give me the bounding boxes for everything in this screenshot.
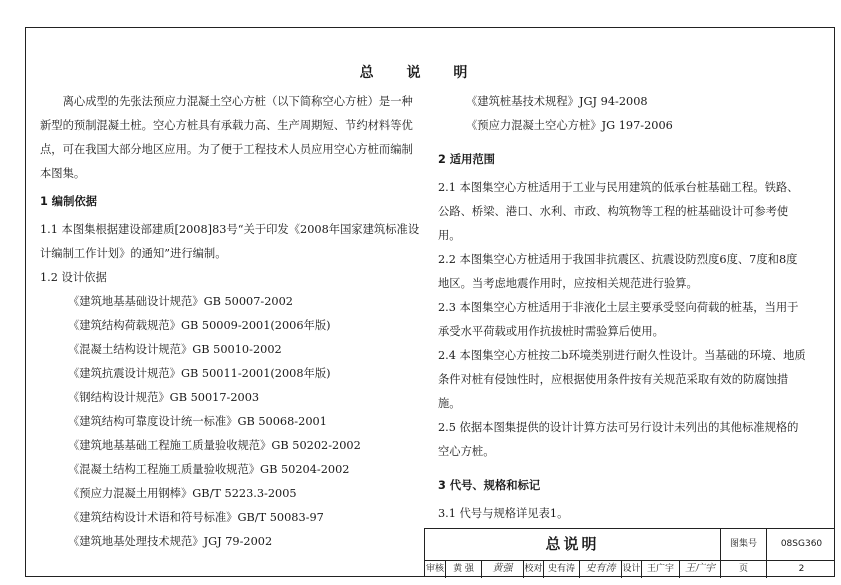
paragraph-3-1: 3.1 代号与规格详见表1。	[438, 507, 569, 520]
review-label: 审核	[425, 564, 444, 574]
designer-signature: 王广宇	[679, 560, 720, 578]
reference-item: 《预应力混凝土空心方桩》JG 197-2006	[466, 119, 673, 132]
paragraph-2-3: 2.3 本图集空心方桩适用于非液化土层主要承受竖向荷载的桩基，当用于承受水平荷载或用作抗拔桩时需验算后使用。	[438, 301, 799, 338]
reviewer-name: 黄 强	[445, 560, 481, 578]
reference-item: 《建筑结构设计术语和符号标准》GB/T 50083-97	[68, 511, 324, 524]
right-column	[438, 90, 806, 526]
paragraph-1-2: 1.2 设计依据	[40, 271, 107, 284]
reference-item: 《混凝土结构工程施工质量验收规范》GB 50204-2002	[68, 463, 350, 476]
section-heading-3: 3 代号、规格和标记	[438, 479, 541, 492]
page-number: 2	[766, 560, 836, 578]
reference-item: 《建筑地基基础工程施工质量验收规范》GB 50202-2002	[68, 439, 361, 452]
reference-item: 《混凝土结构设计规范》GB 50010-2002	[68, 343, 282, 356]
reference-item: 《建筑抗震设计规范》GB 50011-2001(2008年版)	[68, 367, 331, 380]
paragraph-2-5: 2.5 依据本图集提供的设计计算方法可另行设计未列出的其他标准规格的空心方桩。	[438, 421, 799, 458]
page-title: 总 说 明	[359, 65, 482, 81]
reference-item: 《建筑结构可靠度设计统一标准》GB 50068-2001	[68, 415, 327, 428]
check-label: 校对	[523, 560, 543, 578]
atlas-number-label: 图集号	[720, 529, 766, 560]
reviewer-signature: 黄强	[481, 560, 523, 578]
designer-name: 王广宇	[641, 560, 679, 578]
page-label: 页	[720, 560, 766, 578]
checker-name: 史有涛	[543, 560, 579, 578]
reference-item: 《预应力混凝土用钢棒》GB/T 5223.3-2005	[68, 487, 297, 500]
checker-signature: 史有涛	[579, 560, 621, 578]
intro-paragraph: 离心成型的先张法预应力混凝土空心方桩（以下简称空心方桩）是一种新型的预制混凝土桩。空心方桩具有承载力高、生产周期短、节约材料等优点，可在我国大部分地区应用。为了便于工程技术人员应用空心方桩而编制本图集。	[40, 95, 413, 180]
section-heading-1: 1 编制依据	[40, 195, 97, 208]
paragraph-2-4: 2.4 本图集空心方桩按二b环境类别进行耐久性设计。当基础的环境、地质条件对桩有侵蚀性时，应根据使用条件按有关规范采取有效的防腐蚀措施。	[438, 349, 806, 410]
reference-item: 《建筑地基处理技术规范》JGJ 79-2002	[68, 535, 273, 548]
reference-item: 《建筑桩基技术规程》JGJ 94-2008	[466, 95, 648, 108]
reference-item: 《钢结构设计规范》GB 50017-2003	[68, 391, 260, 404]
atlas-number: 08SG360	[766, 529, 836, 560]
reference-item: 《建筑地基基础设计规范》GB 50007-2002	[68, 295, 293, 308]
title-block	[424, 528, 835, 577]
paragraph-2-1: 2.1 本图集空心方桩适用于工业与民用建筑的低承台桩基础工程。铁路、公路、桥梁、港口、水利、市政、构筑物等工程的桩基础设计可参考使用。	[438, 181, 799, 242]
design-label: 设计	[621, 560, 641, 578]
reference-item: 《建筑结构荷载规范》GB 50009-2001(2006年版)	[68, 319, 331, 332]
paragraph-2-2: 2.2 本图集空心方桩适用于我国非抗震区、抗震设防烈度6度、7度和8度地区。当考虑地震作用时，应按相关规范进行验算。	[438, 253, 798, 290]
section-heading-2: 2 适用范围	[438, 153, 495, 166]
paragraph-1-1: 1.1 本图集根据建设部建质[2008]83号“关于印发《2008年国家建筑标准设计编制工作计划》的通知”进行编制。	[40, 223, 420, 260]
sheet-name: 总说明	[545, 535, 600, 553]
left-column	[40, 90, 420, 554]
